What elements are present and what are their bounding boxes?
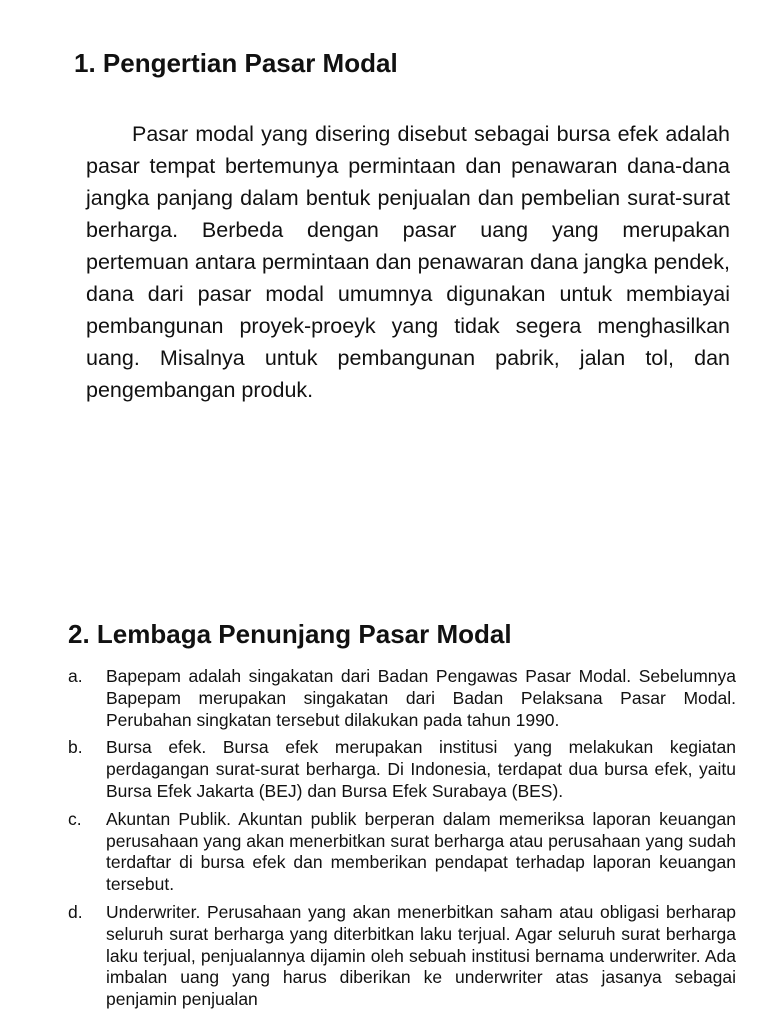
slide-lembaga-penunjang [0,600,768,1024]
list-item-underwriter [68,902,736,1011]
section-1-heading: 1. Pengertian Pasar Modal [74,48,398,78]
list-marker: b. [68,737,83,758]
lembaga-list [68,666,736,1017]
list-item-akuntan-publik [68,809,736,896]
list-item-text: Bapepam adalah singakatan dari Badan Pengawas Pasar Modal. Sebelumnya Bapepam merupakan singakatan dari Badan Pelaksana Pasar Modal. Perubahan singkatan tersebut dilakukan pada tahun 1990. [106,666,736,730]
list-item-text: Akuntan Publik. Akuntan publik berperan dalam memeriksa laporan keuangan perusahaan yang akan menerbitkan surat berharga atau perusahaan yang sudah terdaftar di bursa efek dan memberikan pendapat terhadap laporan keuangan tersebut. [106,808,736,895]
section-1-paragraph: Pasar modal yang disering disebut sebagai bursa efek adalah pasar tempat bertemunya permintaan dan penawaran dana-dana jangka panjang dalam bentuk penjualan dan pembelian surat-surat berharga. Berbeda dengan pasar uang yang merupakan pertemuan antara permintaan dan penawaran dana jangka pendek, dana dari pasar modal umumnya digunakan untuk membiayai pembangunan proyek-proeyk yang tidak segera menghasilkan uang. Misalnya untuk pembangunan pabrik, jalan tol, dan pengembangan produk. [86,122,730,402]
list-item-bapepam [68,666,736,731]
section-2-heading: 2. Lembaga Penunjang Pasar Modal [68,619,512,649]
list-marker: d. [68,901,83,922]
list-marker: a. [68,666,83,686]
list-marker: c. [68,808,82,829]
list-item-bursa-efek [68,737,736,802]
list-item-text: Bursa efek. Bursa efek merupakan institusi yang melakukan kegiatan perdagangan surat-surat berharga. Di Indonesia, terdapat dua bursa efek, yaitu Bursa Efek Jakarta (BEJ) dan Bursa Efek Surabaya (BES). [106,737,736,801]
list-item-text: Underwriter. Perusahaan yang akan menerbitkan saham atau obligasi berharap seluruh surat berharga yang diterbitkan laku terjual. Agar seluruh surat berharga laku terjual, penjualannya dijamin oleh sebuah institusi bernama underwriter. Ada imbalan uang yang harus diberikan ke underwriter atas jasanya sebagai penjamin penjualan [106,901,736,1010]
